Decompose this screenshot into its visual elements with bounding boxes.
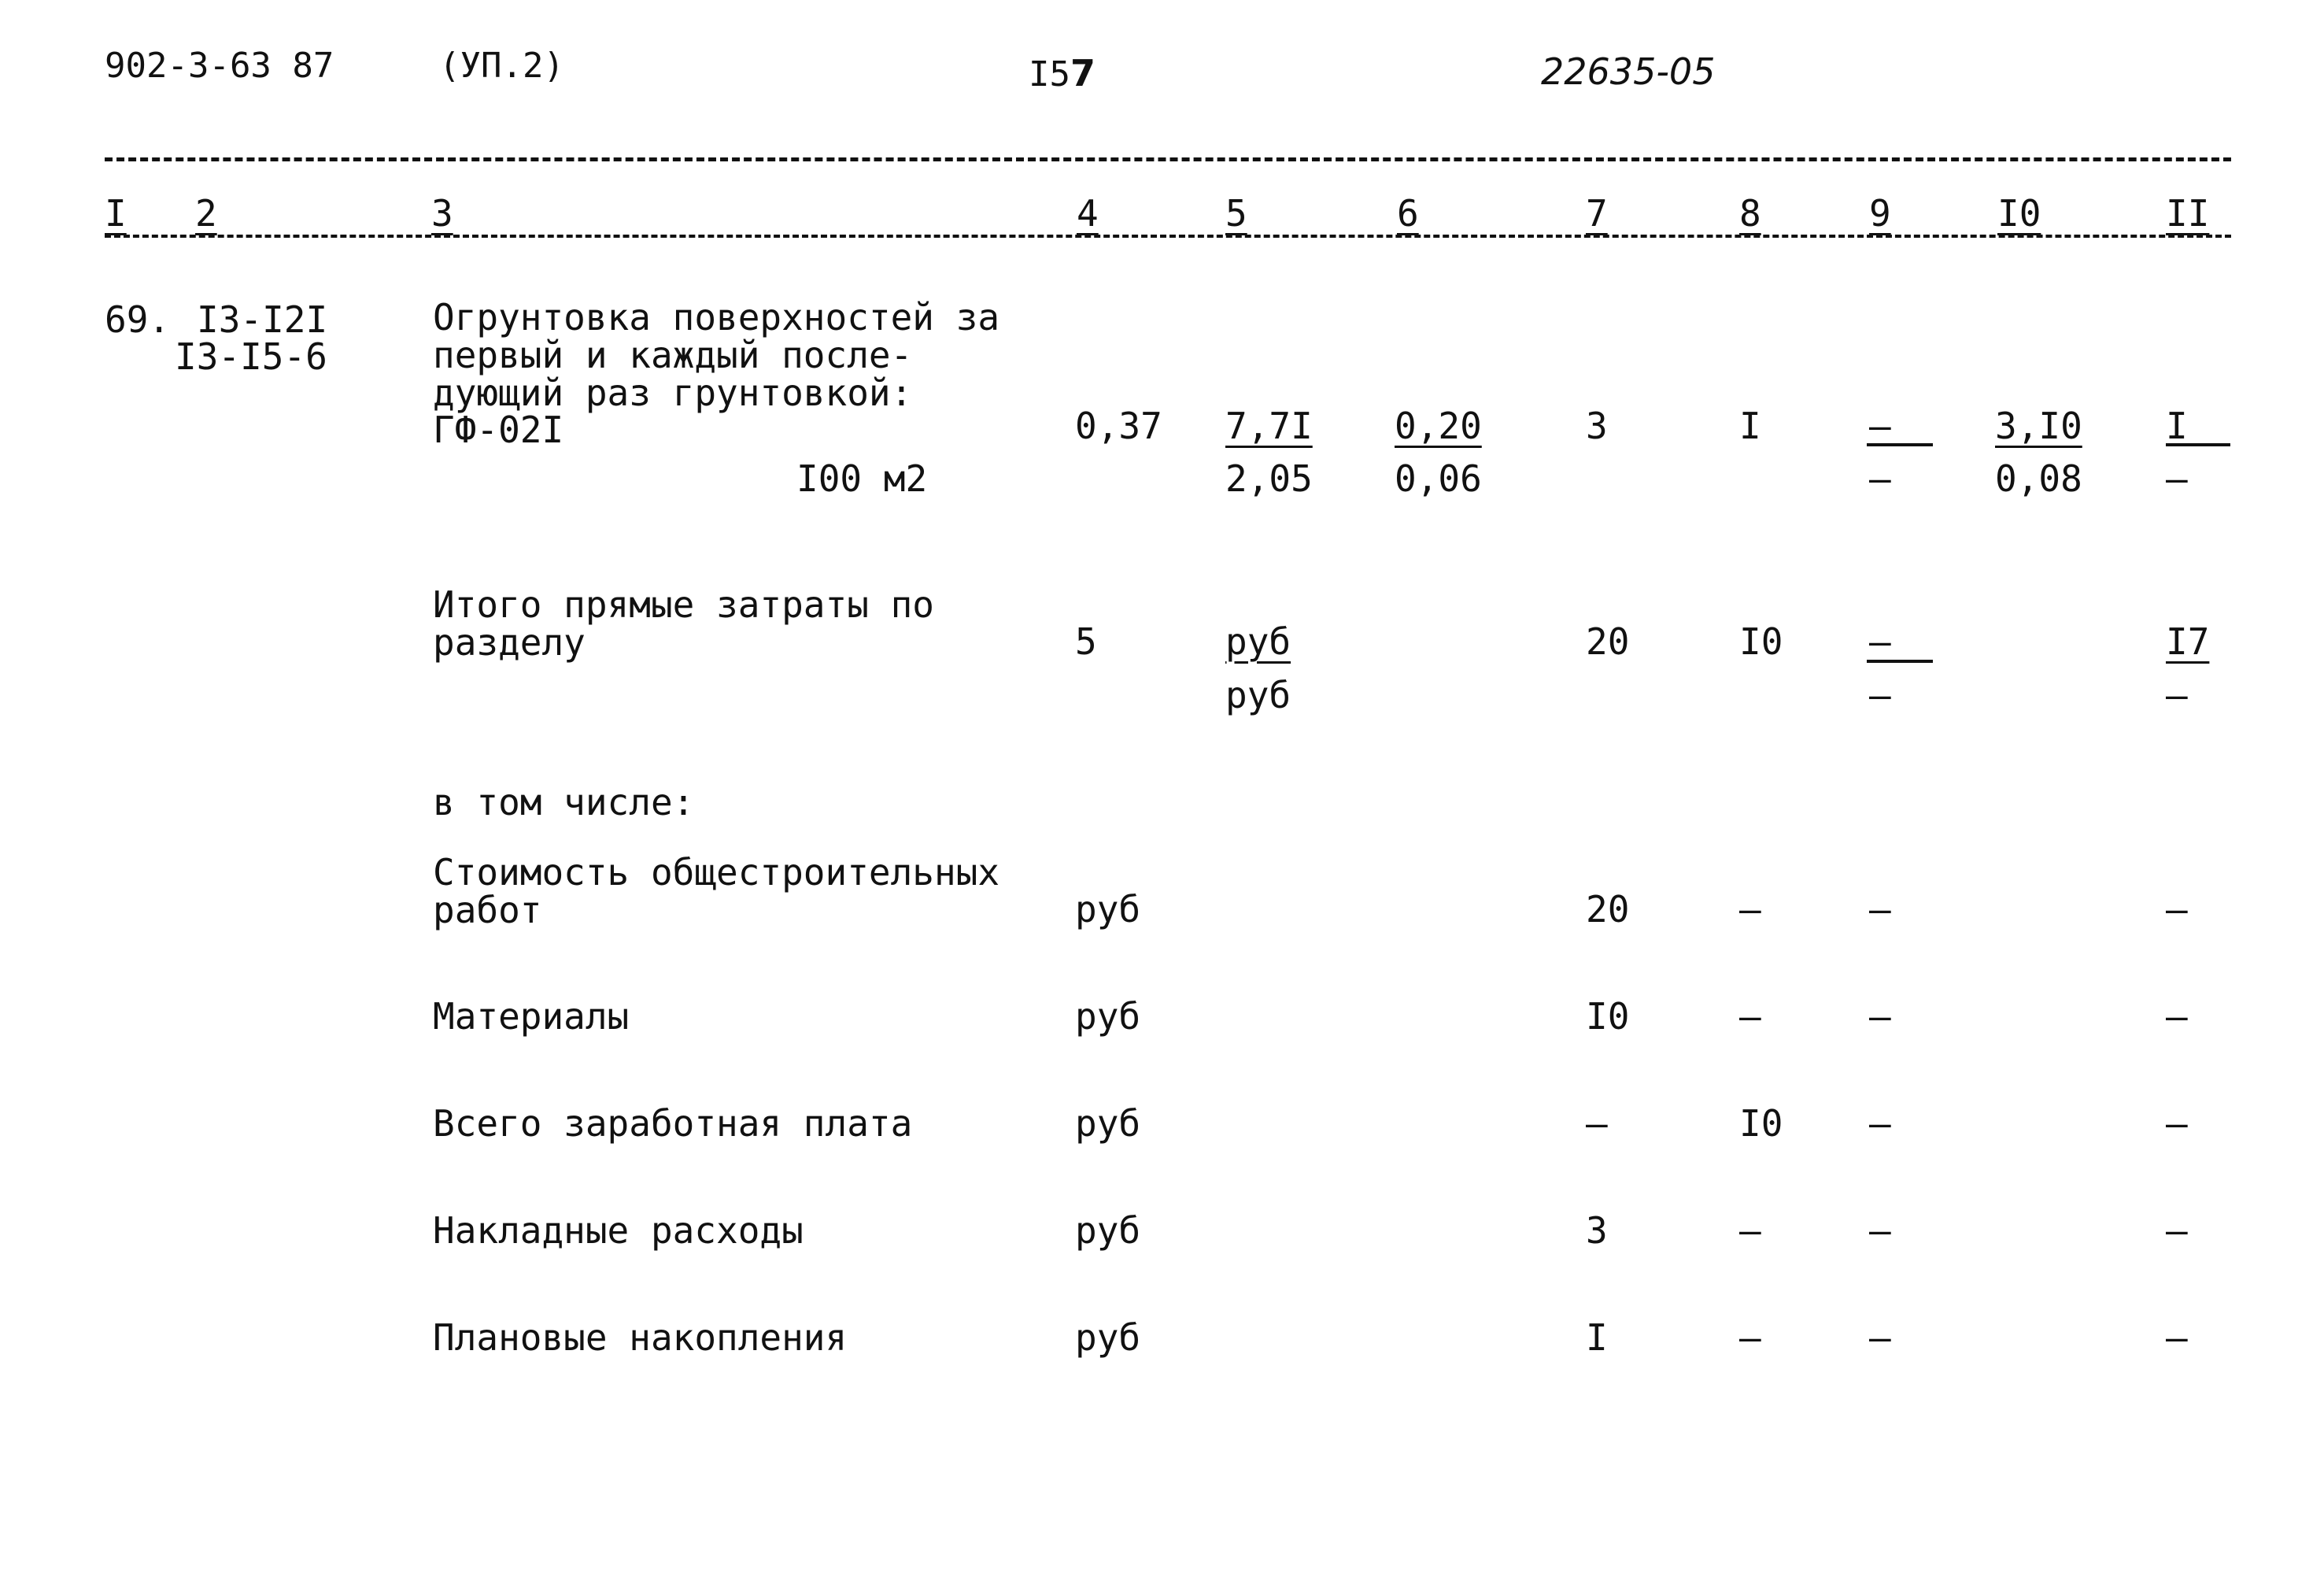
- column-header: 4: [1077, 192, 1099, 235]
- column-header: I0: [1997, 192, 2041, 235]
- total-c9-bottom: –: [1869, 674, 1891, 716]
- breakdown-c11: –: [2166, 995, 2188, 1038]
- cell-c5-top: 7,7I: [1225, 405, 1313, 447]
- breakdown-c8: –: [1739, 888, 1761, 931]
- column-header-underline: [105, 235, 2231, 238]
- column-header: II: [2166, 192, 2210, 235]
- cell-c4: 0,37: [1075, 405, 1162, 447]
- breakdown-c9: –: [1869, 888, 1891, 931]
- breakdown-c8: I0: [1739, 1102, 1783, 1145]
- breakdown-c7: –: [1586, 1102, 1608, 1145]
- top-divider: [105, 157, 2231, 161]
- item-unit: I00 м2: [796, 457, 928, 500]
- breakdown-c8: –: [1739, 1316, 1761, 1359]
- total-c11-bottom: –: [2166, 674, 2188, 716]
- total-c7: 20: [1586, 620, 1630, 663]
- total-c5-bottom: руб: [1225, 674, 1291, 716]
- cell-c7: 3: [1586, 405, 1608, 447]
- breakdown-unit: руб: [1075, 1316, 1141, 1359]
- breakdown-label: Плановые накопления: [433, 1316, 848, 1359]
- including-label: в том числе:: [433, 781, 695, 823]
- column-header: 3: [431, 192, 453, 235]
- breakdown-label: Накладные расходы: [433, 1209, 804, 1252]
- column-header: 8: [1739, 192, 1761, 235]
- price-code: I3-I2I: [197, 298, 328, 341]
- price-code: I3-I5-6: [175, 335, 327, 378]
- breakdown-c7: 20: [1586, 888, 1630, 931]
- cell-c8: I: [1739, 405, 1761, 447]
- cell-c11-top: I: [2166, 405, 2188, 447]
- item-description: Огрунтовка поверхностей за первый и каждый после- дующий раз грунтовкой: ГФ-02I: [433, 296, 1000, 452]
- page-number-handwritten: 7: [1070, 52, 1095, 94]
- breakdown-c7: I: [1586, 1316, 1608, 1359]
- total-c9-top: –: [1869, 620, 1891, 663]
- breakdown-unit: руб: [1075, 1209, 1141, 1252]
- breakdown-label: Всего заработная плата: [433, 1102, 913, 1145]
- breakdown-unit: руб: [1075, 995, 1141, 1038]
- breakdown-c9: –: [1869, 1209, 1891, 1252]
- cell-c5-bottom: 2,05: [1225, 457, 1313, 500]
- breakdown-c11: –: [2166, 1316, 2188, 1359]
- item-number: 69.: [105, 298, 171, 341]
- sheet-number: 22635-05: [1541, 50, 1716, 93]
- breakdown-c8: –: [1739, 995, 1761, 1038]
- breakdown-c11: –: [2166, 1209, 2188, 1252]
- column-header: 7: [1586, 192, 1608, 235]
- breakdown-c11: –: [2166, 888, 2188, 931]
- cell-c9-fraction-line: [1867, 443, 1933, 446]
- column-header: I: [105, 192, 127, 235]
- cell-c6-bottom: 0,06: [1395, 457, 1482, 500]
- column-header: 2: [195, 192, 217, 235]
- breakdown-c9: –: [1869, 1316, 1891, 1359]
- breakdown-label: Стоимость общестроительных работ: [433, 851, 1000, 931]
- total-label: Итого прямые затраты по разделу: [433, 583, 934, 664]
- breakdown-c7: 3: [1586, 1209, 1608, 1252]
- total-c11-top: I7: [2166, 620, 2210, 663]
- album-label: (УП.2): [439, 46, 564, 86]
- column-header: 6: [1397, 192, 1419, 235]
- page-number-printed: I5: [1029, 54, 1070, 94]
- column-header: 9: [1869, 192, 1891, 235]
- total-c8: I0: [1739, 620, 1783, 663]
- breakdown-c9: –: [1869, 995, 1891, 1038]
- document-code: 902-3-63 87: [105, 46, 334, 86]
- breakdown-c8: –: [1739, 1209, 1761, 1252]
- total-c5-top: руб: [1225, 620, 1291, 663]
- page-number: [1029, 52, 1095, 94]
- cell-c9-top: –: [1869, 405, 1891, 447]
- breakdown-unit: руб: [1075, 1102, 1141, 1145]
- cell-c10-bottom: 0,08: [1995, 457, 2082, 500]
- breakdown-c9: –: [1869, 1102, 1891, 1145]
- breakdown-c11: –: [2166, 1102, 2188, 1145]
- cell-c6-top: 0,20: [1395, 405, 1482, 447]
- total-c4: 5: [1075, 620, 1097, 663]
- breakdown-unit: руб: [1075, 888, 1141, 931]
- cell-c11-bottom: –: [2166, 457, 2188, 500]
- cell-c10-top: 3,I0: [1995, 405, 2082, 447]
- column-header: 5: [1225, 192, 1247, 235]
- breakdown-c7: I0: [1586, 995, 1630, 1038]
- cell-c9-bottom: –: [1869, 457, 1891, 500]
- breakdown-label: Материалы: [433, 995, 630, 1038]
- cell-c11-fraction-line: [2166, 443, 2230, 446]
- total-c9-fraction-line: [1867, 660, 1933, 663]
